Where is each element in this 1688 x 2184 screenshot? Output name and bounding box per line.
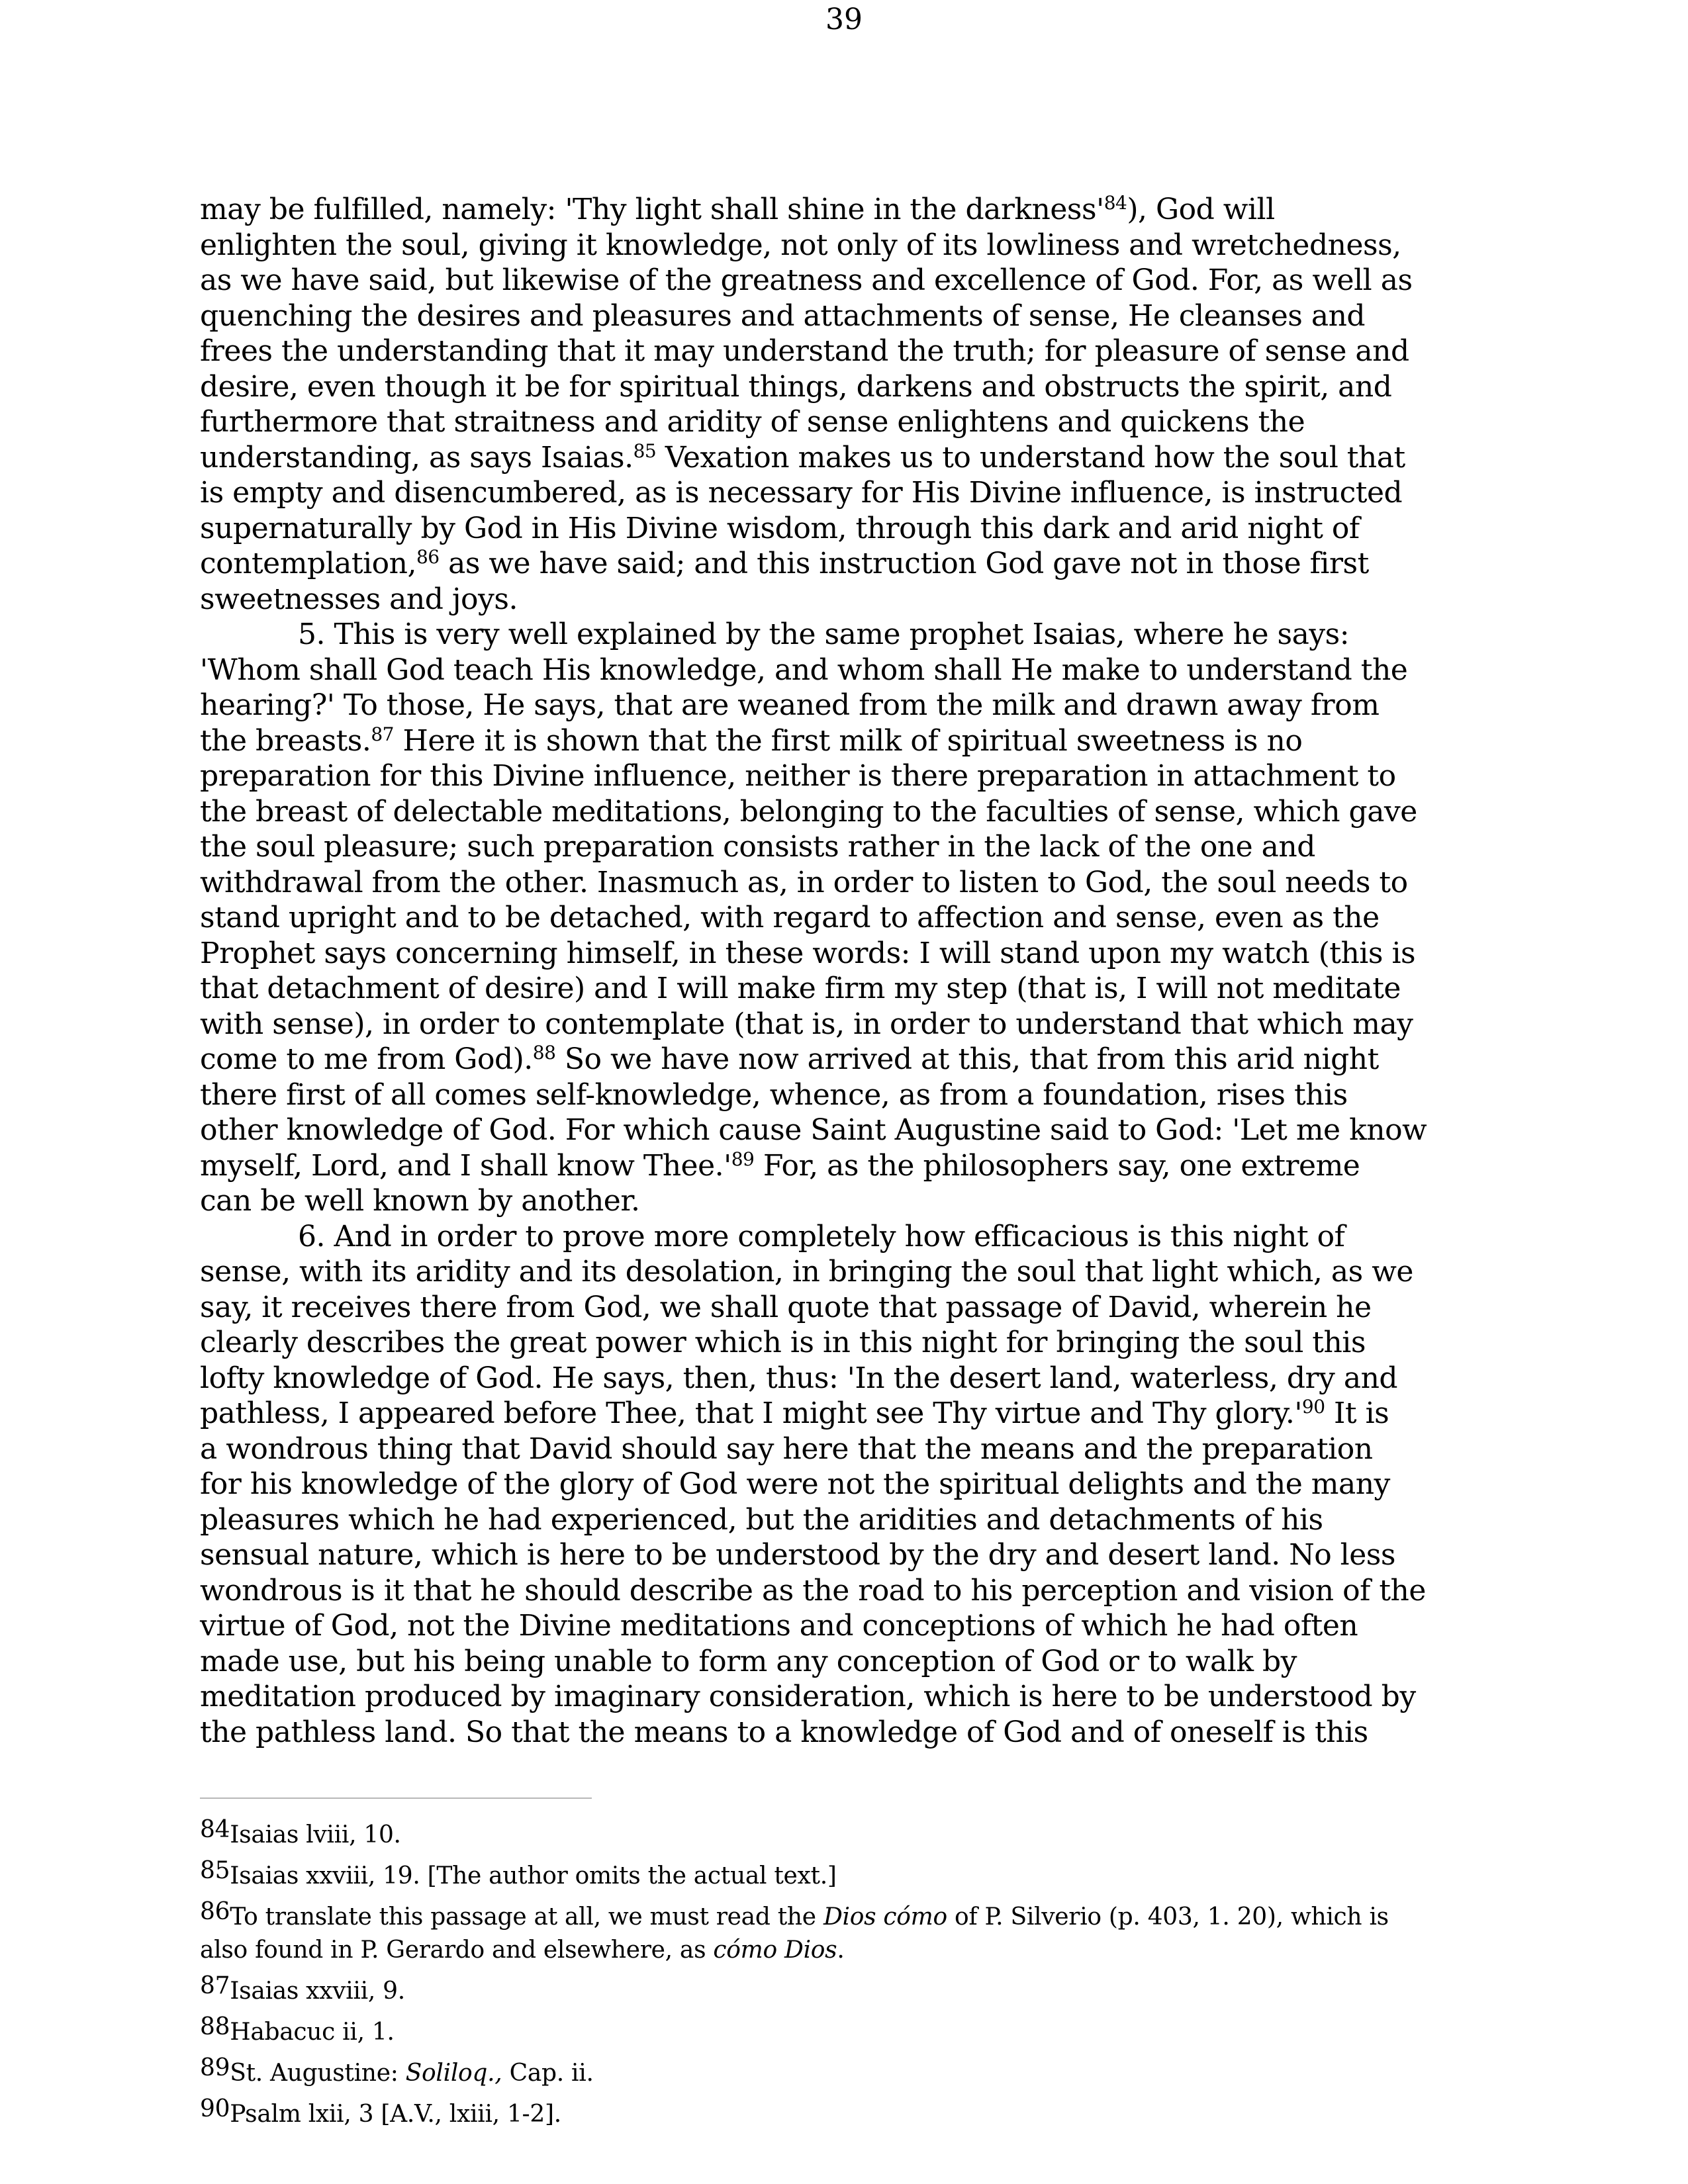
- text-run: Cap. ii.: [502, 2060, 594, 2087]
- text-run: virtue of God, not the Divine meditations and conceptions of which he had often: [200, 1609, 1358, 1643]
- footnote: [200, 2093, 1501, 2131]
- footnote-line: [200, 1854, 1501, 1893]
- text-run: as we have said; and this instruction God gave not in those first: [439, 547, 1369, 580]
- text-run: say, it receives there from God, we shall quote that passage of David, wherein he: [200, 1290, 1372, 1324]
- page-number: 39: [825, 3, 863, 36]
- footnote-reference: 89: [731, 1148, 755, 1170]
- footnote-line: [200, 1970, 1501, 2008]
- text-run: preparation for this Divine influence, neither is there preparation in attachment to: [200, 759, 1396, 793]
- text-run: 6. And in order to prove more completely how efficacious is this night of: [298, 1219, 1345, 1253]
- text-line: [200, 1113, 1501, 1148]
- footnote: [200, 1895, 1501, 1967]
- footnote-line: [200, 2093, 1501, 2131]
- text-line: [200, 971, 1501, 1007]
- footnotes: [200, 1813, 1501, 2131]
- text-run: sweetnesses and joys.: [200, 582, 518, 616]
- text-line: [200, 404, 1501, 440]
- footnote-reference: 87: [371, 723, 394, 745]
- footnote-number: 86: [200, 1898, 230, 1925]
- text-line: [200, 1715, 1501, 1751]
- text-run: Isaias lviii, 10.: [230, 1821, 401, 1848]
- footnote: [200, 1970, 1501, 2008]
- text-run: can be well known by another.: [200, 1184, 640, 1218]
- text-run: For, as the philosophers say, one extreme: [754, 1148, 1360, 1183]
- text-run: contemplation,: [200, 547, 416, 580]
- text-line: [200, 475, 1501, 511]
- text-run: as we have said, but likewise of the greatness and excellence of God. For, as well as: [200, 263, 1413, 297]
- text-run: St. Augustine:: [230, 2060, 406, 2087]
- text-line: [200, 1396, 1501, 1432]
- text-run: wondrous is it that he should describe as the road to his perception and vision of the: [200, 1573, 1426, 1608]
- text-run: quenching the desires and pleasures and attachments of sense, He cleanses and: [200, 298, 1366, 333]
- text-run: Vexation makes us to understand how the soul that: [656, 440, 1405, 475]
- footnote-line: [200, 2011, 1501, 2049]
- text-run: a wondrous thing that David should say here that the means and the preparation: [200, 1432, 1373, 1466]
- text-run: other knowledge of God. For which cause Saint Augustine said to God: 'Let me know: [200, 1113, 1427, 1147]
- text-line: [200, 865, 1501, 901]
- text-run: also found in P. Gerardo and elsewhere, as: [200, 1936, 714, 1964]
- text-run: Here it is shown that the first milk of spiritual sweetness is no: [393, 723, 1303, 758]
- text-run: lofty knowledge of God. He says, then, thus: 'In the desert land, waterless, dry and: [200, 1361, 1398, 1395]
- footnote-separator: [200, 1797, 592, 1799]
- text-run: furthermore that straitness and aridity of sense enlightens and quickens the: [200, 405, 1305, 439]
- footnote-number: 84: [200, 1816, 230, 1843]
- text-line: [200, 1537, 1501, 1573]
- text-line: [200, 1183, 1501, 1219]
- italic-text: Soliloq.,: [405, 2060, 502, 2087]
- text-line: [200, 1432, 1501, 1467]
- text-run: there first of all comes self-knowledge, whence, as from a foundation, rises this: [200, 1077, 1348, 1112]
- body-text: [200, 192, 1501, 1750]
- text-line: [200, 440, 1501, 476]
- footnote-number: 89: [200, 2054, 230, 2081]
- text-run: come to me from God).: [200, 1042, 533, 1076]
- italic-text: cómo Dios: [713, 1936, 837, 1964]
- text-line: [200, 192, 1501, 228]
- text-run: hearing?' To those, He says, that are weaned from the milk and drawn away from: [200, 688, 1380, 722]
- text-run: the soul pleasure; such preparation consists rather in the lack of the one and: [200, 830, 1315, 864]
- text-run: So we have now arrived at this, that from this arid night: [555, 1042, 1379, 1076]
- footnote-line: [200, 1813, 1501, 1852]
- footnote-line: [200, 1895, 1501, 1934]
- text-run: of P. Silverio (p. 403, 1. 20), which is: [947, 1903, 1389, 1931]
- text-run: Isaias xxviii, 19. [The author omits the actual text.]: [230, 1862, 837, 1889]
- text-line: [200, 1608, 1501, 1644]
- text-line: [200, 758, 1501, 794]
- text-line: [200, 1573, 1501, 1609]
- footnote-line: [200, 2052, 1501, 2090]
- text-run: Prophet says concerning himself, in these words: I will stand upon my watch (this is: [200, 936, 1416, 970]
- text-line: [200, 688, 1501, 723]
- footnote-number: 90: [200, 2095, 230, 2122]
- text-run: It is: [1325, 1396, 1389, 1430]
- footnote-line: [200, 1934, 1501, 1967]
- text-run: pleasures which he had experienced, but the aridities and detachments of his: [200, 1502, 1323, 1537]
- text-run: meditation produced by imaginary consideration, which is here to be understood by: [200, 1680, 1416, 1713]
- text-line: [200, 1502, 1501, 1538]
- text-run: with sense), in order to contemplate (that is, in order to understand that which may: [200, 1007, 1413, 1041]
- text-line: [200, 617, 1501, 653]
- text-run: the pathless land. So that the means to a knowledge of God and of oneself is this: [200, 1715, 1368, 1749]
- footnote: [200, 2011, 1501, 2049]
- text-run: withdrawal from the other. Inasmuch as, in order to listen to God, the soul needs to: [200, 865, 1408, 899]
- text-run: sense, with its aridity and its desolation, in bringing the soul that light which, as we: [200, 1255, 1413, 1289]
- text-run: clearly describes the great power which is in this night for bringing the soul this: [200, 1326, 1366, 1359]
- text-line: [200, 334, 1501, 369]
- text-run: may be fulfilled, namely: 'Thy light shall shine in the darkness': [200, 193, 1104, 226]
- text-run: that detachment of desire) and I will make firm my step (that is, I will not meditate: [200, 972, 1401, 1005]
- text-run: the breast of delectable meditations, belonging to the faculties of sense, which gave: [200, 794, 1417, 829]
- text-run: myself, Lord, and I shall know Thee.': [200, 1148, 731, 1183]
- text-line: [200, 228, 1501, 263]
- text-run: is empty and disencumbered, as is necessary for His Divine influence, is instructed: [200, 476, 1403, 510]
- text-run: supernaturally by God in His Divine wisdom, through this dark and arid night of: [200, 511, 1360, 545]
- text-run: Isaias xxviii, 9.: [230, 1978, 405, 2005]
- text-line: [200, 1254, 1501, 1290]
- text-run: frees the understanding that it may understand the truth; for pleasure of sense and: [200, 334, 1409, 368]
- text-line: [200, 1467, 1501, 1502]
- footnote-reference: 86: [416, 546, 440, 568]
- text-run: 'Whom shall God teach His knowledge, and whom shall He make to understand the: [200, 653, 1408, 687]
- text-run: sensual nature, which is here to be understood by the dry and desert land. No less: [200, 1538, 1395, 1572]
- text-line: [200, 1148, 1501, 1184]
- text-line: [200, 900, 1501, 936]
- text-line: [200, 1290, 1501, 1326]
- footnote-reference: 88: [532, 1042, 556, 1064]
- footnote-reference: 90: [1301, 1396, 1325, 1418]
- text-line: [200, 582, 1501, 617]
- text-run: Habacuc ii, 1.: [230, 2019, 395, 2046]
- text-run: desire, even though it be for spiritual things, darkens and obstructs the spirit, and: [200, 369, 1392, 404]
- footnote-reference: 85: [633, 439, 657, 462]
- text-line: [200, 936, 1501, 972]
- text-line: [200, 653, 1501, 688]
- text-run: stand upright and to be detached, with regard to affection and sense, even as the: [200, 901, 1380, 934]
- text-run: the breasts.: [200, 723, 371, 758]
- text-line: [200, 298, 1501, 334]
- text-run: ), God will: [1127, 193, 1275, 226]
- footnote-number: 88: [200, 2013, 230, 2040]
- text-line: [200, 1077, 1501, 1113]
- text-line: [200, 511, 1501, 547]
- footnote-number: 85: [200, 1857, 230, 1884]
- text-line: [200, 1644, 1501, 1680]
- text-line: [200, 369, 1501, 405]
- italic-text: Dios cómo: [823, 1903, 947, 1931]
- text-run: 5. This is very well explained by the same prophet Isaias, where he says:: [298, 617, 1350, 651]
- footnote: [200, 1854, 1501, 1893]
- text-run: pathless, I appeared before Thee, that I might see Thy virtue and Thy glory.': [200, 1396, 1302, 1430]
- footnote: [200, 1813, 1501, 1852]
- text-line: [200, 1361, 1501, 1396]
- text-run: .: [837, 1936, 845, 1964]
- text-run: Psalm lxii, 3 [A.V., lxiii, 1-2].: [230, 2101, 561, 2128]
- text-line: [200, 263, 1501, 298]
- text-line: [200, 829, 1501, 865]
- text-line: [200, 794, 1501, 830]
- text-line: [200, 723, 1501, 759]
- text-line: [200, 1325, 1501, 1361]
- footnote-reference: 84: [1103, 192, 1127, 214]
- text-run: enlighten the soul, giving it knowledge, not only of its lowliness and wretchedness,: [200, 228, 1401, 262]
- text-line: [200, 546, 1501, 582]
- text-line: [200, 1042, 1501, 1077]
- text-run: for his knowledge of the glory of God were not the spiritual delights and the many: [200, 1467, 1390, 1501]
- text-line: [200, 1007, 1501, 1042]
- text-run: understanding, as says Isaias.: [200, 440, 633, 475]
- footnote-number: 87: [200, 1972, 230, 1999]
- text-line: [200, 1679, 1501, 1715]
- text-run: made use, but his being unable to form any conception of God or to walk by: [200, 1644, 1297, 1678]
- text-run: To translate this passage at all, we must read the: [230, 1903, 823, 1931]
- footnote: [200, 2052, 1501, 2090]
- text-line: [200, 1219, 1501, 1255]
